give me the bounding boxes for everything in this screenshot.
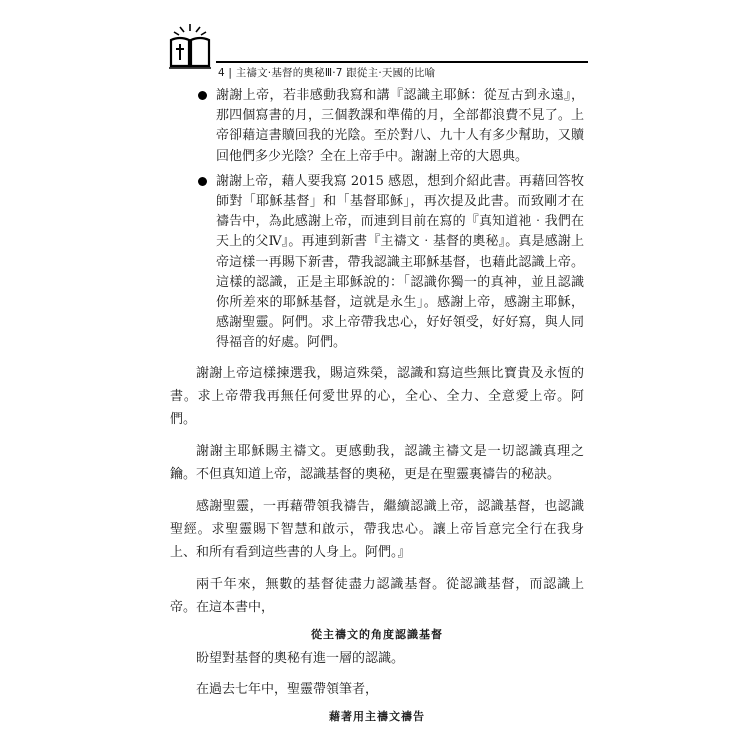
paragraph: 謝謝上帝這樣揀選我，賜這殊榮，認識和寫這些無比寶貴及永恆的書。求上帝帶我再無任何愛世界的心，全心、全力、全意愛上帝。阿們。 bbox=[170, 365, 584, 428]
book-cross-icon bbox=[166, 22, 214, 72]
page-header bbox=[166, 22, 588, 84]
bullet-dot-icon bbox=[198, 91, 207, 100]
bullet-dot-icon bbox=[198, 177, 207, 186]
running-header: 4 | 主禱文‧基督的奧秘Ⅲ‧7 跟從主‧天國的比喻 bbox=[218, 67, 436, 79]
paragraph: 在過去七年中，聖靈帶領筆者， bbox=[196, 682, 379, 698]
paragraph: 兩千年來，無數的基督徒盡力認識基督。從認識基督，而認識上帝。在這本書中， bbox=[170, 576, 584, 616]
bullet-item bbox=[170, 172, 584, 354]
page-body bbox=[170, 86, 584, 729]
paragraph: 感謝聖靈，一再藉帶領我禱告，繼續認識上帝，認識基督，也認識聖經。求聖靈賜下智慧和啟示，帶我忠心。讓上帝旨意完全行在我身上、和所有看到這些書的人身上。阿們。』 bbox=[170, 498, 584, 561]
header-rule bbox=[216, 61, 588, 63]
paragraph: 盼望對基督的奧秘有進一層的認識。 bbox=[196, 650, 405, 666]
bullet-text: 謝謝上帝，若非感動我寫和講『認識主耶穌：從亙古到永遠』，那四個寫書的月，三個教課和準備的月，全部都浪費不見了。上帝卻藉這書贖回我的光陰。至於對八、九十人有多少幫助，又贖回他們多少光陰？全在上帝手中。謝謝上帝的大恩典。 bbox=[216, 88, 584, 164]
paragraph: 謝謝主耶穌賜主禱文。更感動我，認識主禱文是一切認識真理之鑰。不但真知道上帝，認識基督的奧秘，更是在聖靈裏禱告的秘訣。 bbox=[170, 443, 584, 483]
bullet-item bbox=[170, 86, 584, 167]
section-heading: 從主禱文的角度認識基督 bbox=[311, 627, 443, 641]
bullet-text: 謝謝上帝，藉人要我寫 2015 感恩，想到介紹此書。再藉回答牧師對「耶穌基督」和「基督耶穌」，再次提及此書。而致剛才在禱告中，為此感謝上帝，而連到目前在寫的『真知道祂‧我們在天上的父Ⅳ』。再連到新書『主禱文‧基督的奧秘』。真是感謝上帝這樣一再賜下新書，帶我認識主耶穌基督，也藉此認識上帝。這樣的認識，正是主耶穌說的：「認識你獨一的真神，並且認識你所差來的耶穌基督，這就是永生」。感謝上帝，感謝主耶穌，感謝聖靈。阿們。求上帝帶我忠心，好好領受，好好寫，與人同得福音的好處。阿們。 bbox=[216, 173, 584, 351]
section-heading: 藉著用主禱文禱告 bbox=[329, 709, 425, 723]
